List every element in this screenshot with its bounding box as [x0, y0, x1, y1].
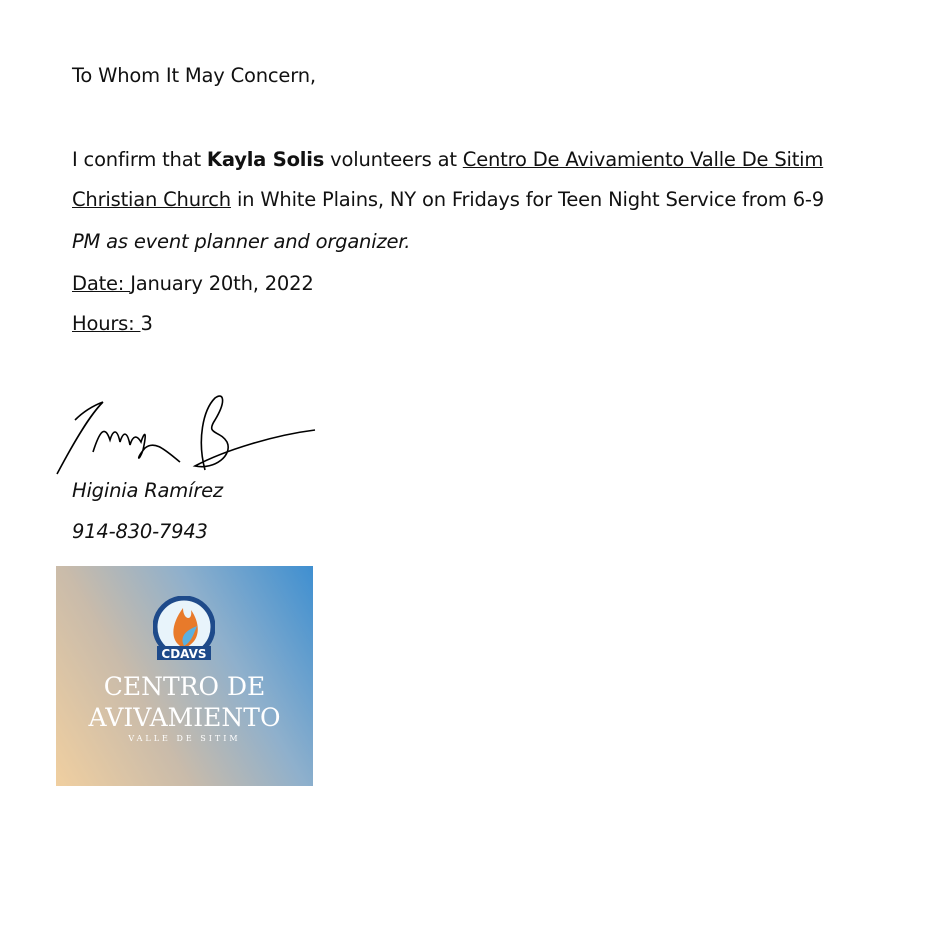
body-line-3: PM as event planner and organizer. [72, 230, 411, 253]
date-value: January 20th, 2022 [130, 272, 314, 295]
volunteer-name: Kayla Solis [206, 148, 325, 171]
body-line-2 [72, 188, 824, 211]
hours-value: 3 [140, 312, 153, 335]
church-name: Centro De Avivamiento Valle De Sitim [462, 148, 824, 171]
text: volunteers at [324, 148, 463, 171]
logo-subtitle: VALLE DE SITIM [128, 734, 241, 743]
date-label: Date: [72, 272, 131, 295]
signature [55, 390, 320, 480]
body-line-1 [72, 148, 823, 171]
logo-title-1: CENTRO DE [103, 672, 266, 701]
logo-title-2: AVIVAMIENTO [88, 703, 281, 732]
church-logo [56, 566, 313, 786]
salutation: To Whom It May Concern, [72, 64, 316, 87]
hours-label: Hours: [72, 312, 141, 335]
church-name-cont: Christian Church [72, 188, 231, 211]
hours-line [72, 312, 153, 335]
text: in White Plains, NY on Fridays for Teen Night Service from 6-9 [230, 188, 824, 211]
text: I confirm that [72, 148, 207, 171]
flame-badge-icon [153, 596, 215, 666]
signer-name: Higinia Ramírez [72, 479, 223, 502]
badge-abbrev: CDAVS [161, 647, 207, 661]
date-line [72, 272, 314, 295]
signer-phone: 914-830-7943 [72, 520, 208, 543]
